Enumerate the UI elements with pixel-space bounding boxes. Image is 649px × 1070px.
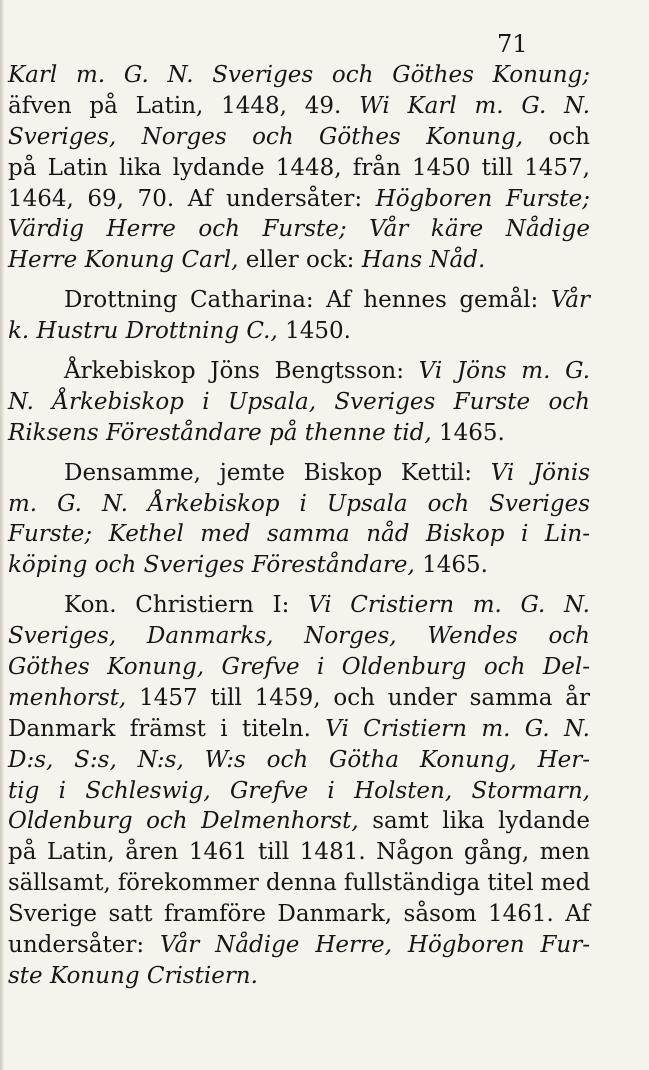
roman-run: Densamme, jemte Biskop Kettil: xyxy=(64,459,491,486)
roman-run: 1450. xyxy=(277,318,351,345)
text-line xyxy=(8,621,590,652)
italic-run: Riksens Föreståndare på thenne tid, xyxy=(8,419,432,446)
paragraph xyxy=(8,356,590,449)
italic-run: Sveriges, Danmarks, Norges, Wendes och xyxy=(8,623,590,650)
italic-run: menhorst, xyxy=(8,684,127,711)
paragraph xyxy=(8,285,590,347)
text-line xyxy=(8,930,590,961)
text-line xyxy=(8,590,590,621)
paragraph-gap xyxy=(8,347,590,356)
roman-run: Årkebiskop Jöns Bengtsson: xyxy=(64,358,419,385)
italic-run: Hans Nåd. xyxy=(361,247,486,274)
text-line xyxy=(8,745,590,776)
roman-run: 1465. xyxy=(431,419,505,446)
text-line xyxy=(8,489,590,520)
text-line xyxy=(8,806,590,837)
italic-run: ste Konung Cristiern. xyxy=(8,962,258,989)
italic-run: Herre Konung Carl, xyxy=(8,247,239,274)
roman-run: eller ock: xyxy=(238,247,362,274)
italic-run: m. G. N. Årkebiskop i Upsala och Sveriges xyxy=(8,490,590,517)
italic-run: D:s, S:s, N:s, W:s och Götha Konung, Her- xyxy=(8,746,590,773)
text-line xyxy=(8,519,590,550)
text-line xyxy=(8,868,591,899)
text-line xyxy=(8,714,590,745)
italic-run: N. Årkebiskop i Upsala, Sveriges Furste och xyxy=(8,388,590,415)
paragraph xyxy=(8,60,590,276)
paragraph-gap xyxy=(8,276,590,285)
text-line xyxy=(8,153,590,184)
text-line xyxy=(8,387,590,418)
paragraph xyxy=(8,458,590,582)
text-line xyxy=(8,961,590,992)
text-line xyxy=(8,316,590,347)
text-line xyxy=(8,214,590,245)
roman-run: Sverige satt framföre Danmark, såsom 1461. Af xyxy=(8,901,590,928)
italic-run: Vi Jöns m. G. xyxy=(418,358,590,385)
text-line xyxy=(8,122,590,153)
text-line xyxy=(8,550,590,581)
text-line xyxy=(8,285,590,316)
italic-run: Vår Nådige Herre, Högboren Fur- xyxy=(160,932,590,959)
text-line xyxy=(8,899,590,930)
italic-run: köping och Sveriges Föreståndare, xyxy=(8,552,415,579)
text-line xyxy=(8,458,590,489)
roman-run: Drottning Catharina: Af hennes gemål: xyxy=(64,287,551,314)
roman-run: Kon. Christiern I: xyxy=(64,592,308,619)
text-line xyxy=(8,418,590,449)
italic-run: tig i Schleswig, Grefve i Holsten, Stormarn, xyxy=(8,777,590,804)
italic-run: Göthes Konung, Grefve i Oldenburg och Del- xyxy=(8,654,590,681)
roman-run: 1464, 69, 70. Af undersåter: xyxy=(8,185,376,212)
roman-run: på Latin lika lydande 1448, från 1450 till 1457, xyxy=(8,154,590,181)
italic-run: Vi Jönis xyxy=(490,459,590,486)
text-line xyxy=(8,184,590,215)
italic-run: Värdig Herre och Furste; Vår käre Nådige xyxy=(8,216,590,243)
italic-run: k. Hustru Drottning C., xyxy=(8,318,278,345)
main-text xyxy=(8,60,590,992)
text-line xyxy=(8,356,590,387)
text-line xyxy=(8,837,590,868)
roman-run: samt lika lydande xyxy=(358,808,591,835)
italic-run: Vår xyxy=(550,287,590,314)
paragraph-gap xyxy=(8,581,590,590)
italic-run: Oldenburg och Delmenhorst, xyxy=(8,808,359,835)
roman-run: på Latin, åren 1461 till 1481. Någon gång, men xyxy=(8,839,590,866)
roman-run: 1465. xyxy=(414,552,488,579)
text-line xyxy=(8,245,590,276)
italic-run: Högboren Furste; xyxy=(375,185,590,212)
paragraph-gap xyxy=(8,449,590,458)
italic-run: Sveriges, Norges och Göthes Konung, xyxy=(8,123,524,150)
text-line xyxy=(8,776,590,807)
italic-run: Vi Cristiern m. G. N. xyxy=(325,715,590,742)
roman-run: undersåter: xyxy=(8,932,161,959)
text-line xyxy=(8,683,590,714)
roman-run: Danmark främst i titeln. xyxy=(8,715,326,742)
italic-run: Karl m. G. N. Sveriges och Göthes Konung; xyxy=(8,62,590,88)
text-line xyxy=(8,60,590,91)
page-number: 71 xyxy=(497,30,528,58)
text-line xyxy=(8,652,590,683)
roman-run: och xyxy=(523,123,590,150)
roman-run: äfven på Latin, 1448, 49. xyxy=(8,92,360,119)
roman-run: 1457 till 1459, och under samma år xyxy=(126,684,590,711)
roman-run: sällsamt, förekommer denna fullständiga titel med xyxy=(8,870,591,897)
italic-run: Furste; Kethel med samma nåd Biskop i Lin- xyxy=(8,521,590,548)
page-edge-shadow xyxy=(0,0,4,1070)
italic-run: Wi Karl m. G. N. xyxy=(359,92,591,119)
text-line xyxy=(8,91,590,122)
italic-run: Vi Cristiern m. G. N. xyxy=(308,592,590,619)
paragraph xyxy=(8,590,590,992)
